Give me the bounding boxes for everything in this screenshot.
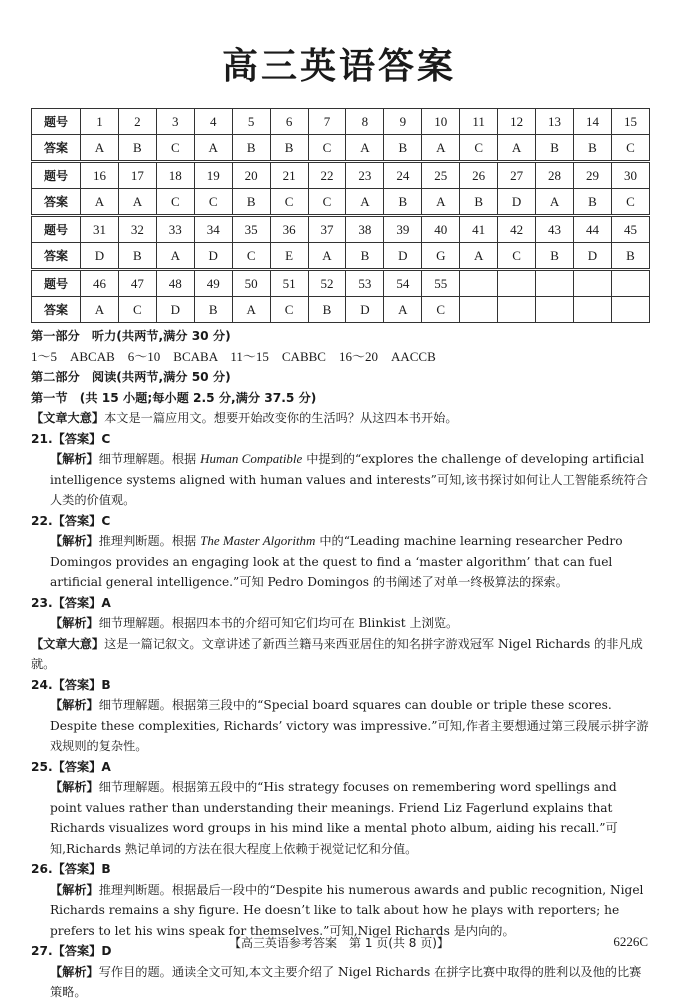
row-label: 题号 [32,109,81,135]
answer-cell: D [498,189,536,216]
question-number-cell: 7 [308,109,346,135]
question-number-cell: 53 [346,270,384,297]
question-number-cell: 19 [194,162,232,189]
question-number-cell: 42 [498,216,536,243]
question-number-cell: 47 [118,270,156,297]
question-number-cell: 51 [270,270,308,297]
question-number-row [32,109,650,135]
answer-cell: C [611,135,649,162]
question-number-cell [460,270,498,297]
answer-cell: C [156,135,194,162]
answer-cell [460,297,498,323]
question-number-cell: 5 [232,109,270,135]
answer-cell: B [308,297,346,323]
question-number-cell: 54 [384,270,422,297]
q21-answer: 21.【答案】C [31,431,111,446]
question-number-cell: 15 [611,109,649,135]
question-number-cell: 28 [536,162,574,189]
answer-cell: A [156,243,194,270]
document-code: 6226C [613,934,648,949]
answer-cell: D [81,243,119,270]
question-number-cell: 14 [573,109,611,135]
answer-cell: A [194,135,232,162]
question-number-cell: 40 [422,216,460,243]
question-number-cell: 50 [232,270,270,297]
q22-answer: 22.【答案】C [31,513,111,528]
row-label: 题号 [32,162,81,189]
answer-cell [498,297,536,323]
answer-cell: B [232,135,270,162]
answer-cell: C [270,297,308,323]
answer-cell [611,297,649,323]
row-label: 题号 [32,216,81,243]
q26-explanation: 【解析】推理判断题。根据最后一段中的“Despite his numerous awards and public recognition, Nigel Richards remains a shy figure. He doesn’t like to talk about how he plays with reporters; he prefers to let his wins speak for themselves.”可知,Nigel Richards 是内向的。 [50,882,644,938]
section-reading: 第二部分 阅读(共两节,满分 50 分) [31,370,231,384]
question-number-cell: 37 [308,216,346,243]
section-1-header: 第一节 (共 15 小题;每小题 2.5 分,满分 37.5 分) [31,390,317,405]
question-number-cell: 38 [346,216,384,243]
answer-cell: A [81,297,119,323]
answer-cell: A [460,243,498,270]
answer-cell: B [118,135,156,162]
answer-cell: B [118,243,156,270]
row-label: 答案 [32,189,81,216]
summary-1: 【文章大意】本文是一篇应用文。想要开始改变你的生活吗？从这四本书开始。 [31,411,458,425]
question-number-cell: 44 [573,216,611,243]
q24-explanation: 【解析】细节理解题。根据第三段中的“Special board squares can double or triple these scores. Despite these complexities, Richards’ victory was impressive.”可知,作者主要想通过第三段展示拼字游戏规则的复杂性。 [50,698,649,753]
row-label: 答案 [32,135,81,162]
answer-cell: A [422,189,460,216]
q21-explanation: 【解析】细节理解题。根据 Human Compatible 中提到的“explores the challenge of developing artificial intelligence systems aligned with human values and interests”可知,该书探讨如何让人工智能系统符合人类的价值观。 [50,451,648,507]
answer-cell: D [156,297,194,323]
question-number-cell: 2 [118,109,156,135]
answer-row [32,243,650,270]
answer-cell: B [270,135,308,162]
answer-cell: B [611,243,649,270]
answer-row [32,135,650,162]
question-number-cell: 55 [422,270,460,297]
question-number-cell: 45 [611,216,649,243]
section-listening: 第一部分 听力(共两节,满分 30 分) [31,329,231,343]
answer-cell: G [422,243,460,270]
question-number-cell: 17 [118,162,156,189]
question-number-row [32,270,650,297]
question-number-cell: 31 [81,216,119,243]
answer-cell: B [460,189,498,216]
answer-cell [536,297,574,323]
answer-cell: C [308,135,346,162]
answer-cell: B [346,243,384,270]
question-number-cell [573,270,611,297]
q25-explanation: 【解析】细节理解题。根据第五段中的“His strategy focuses on remembering word spellings and point values rather than understanding their meanings. Friend Liz Fagerlund explains that Richards visualizes word groups in his mind like a mental photo album, aiding his recall.”可知,Richards 熟记单词的方法在很大程度上依赖于视觉记忆和分值。 [50,780,618,856]
answer-cell: A [232,297,270,323]
answer-cell: B [573,135,611,162]
question-number-cell: 16 [81,162,119,189]
answer-row [32,297,650,323]
page-number: 【高三英语参考答案 第 1 页(共 8 页)】 [229,936,449,950]
q22-explanation: 【解析】推理判断题。根据 The Master Algorithm 中的“Leading machine learning researcher Pedro Domingos provides an engaging look at the quest to find a ‘master algorithm’ that can fuel artificial general intelligence.”可知 Pedro Domingos 的书阐述了对单一终极算法的探索。 [50,533,623,589]
q23-explanation: 【解析】细节理解题。根据四本书的介绍可知它们均可在 Blinkist 上浏览。 [50,616,459,630]
question-number-cell: 23 [346,162,384,189]
answer-cell: C [232,243,270,270]
answer-cell: D [573,243,611,270]
answer-cell: B [573,189,611,216]
question-number-cell: 27 [498,162,536,189]
question-number-cell [536,270,574,297]
q23-answer: 23.【答案】A [31,595,111,610]
question-number-cell: 4 [194,109,232,135]
page-title: 高三英语答案 [221,45,456,87]
answer-cell: C [194,189,232,216]
answer-cell: C [422,297,460,323]
question-number-cell: 36 [270,216,308,243]
question-number-cell: 22 [308,162,346,189]
question-number-cell: 41 [460,216,498,243]
answer-cell: C [611,189,649,216]
answer-cell: A [536,189,574,216]
answer-cell: A [384,297,422,323]
question-number-cell: 24 [384,162,422,189]
answer-cell: D [194,243,232,270]
q27-explanation: 【解析】写作目的题。通读全文可知,本文主要介绍了 Nigel Richards 在拼字比赛中取得的胜利以及他的比赛策略。 [50,964,642,999]
answer-cell: E [270,243,308,270]
q27-answer: 27.【答案】D [31,944,112,958]
question-number-cell: 32 [118,216,156,243]
listening-answers: 1～5 ABCAB 6～10 BCABA 11～15 CABBC 16～20 AACCB [31,348,436,364]
row-label: 答案 [32,243,81,270]
answer-cell: D [384,243,422,270]
q25-answer: 25.【答案】A [31,759,111,774]
question-number-cell: 34 [194,216,232,243]
answer-cell: C [308,189,346,216]
question-number-cell: 33 [156,216,194,243]
row-label: 答案 [32,297,81,323]
question-number-cell: 48 [156,270,194,297]
answer-body [31,326,651,1003]
question-number-cell: 9 [384,109,422,135]
question-number-cell: 43 [536,216,574,243]
answer-cell: A [308,243,346,270]
summary-2: 【文章大意】这是一篇记叙文。文章讲述了新西兰籍马来西亚居住的知名拼字游戏冠军 Nigel Richards 的非凡成就。 [31,636,643,671]
question-number-cell: 8 [346,109,384,135]
row-label: 题号 [32,270,81,297]
question-number-cell: 46 [81,270,119,297]
question-number-cell: 12 [498,109,536,135]
question-number-cell: 21 [270,162,308,189]
question-number-cell [498,270,536,297]
question-number-cell: 13 [536,109,574,135]
answer-cell: C [118,297,156,323]
answer-cell: D [346,297,384,323]
question-number-cell: 30 [611,162,649,189]
answer-cell: B [194,297,232,323]
answer-cell: B [536,243,574,270]
answer-cell: B [384,135,422,162]
question-number-cell [611,270,649,297]
answer-cell: C [270,189,308,216]
answer-cell: C [498,243,536,270]
question-number-cell: 20 [232,162,270,189]
question-number-cell: 29 [573,162,611,189]
answer-table [31,108,650,323]
question-number-cell: 18 [156,162,194,189]
question-number-cell: 1 [81,109,119,135]
answer-cell: C [156,189,194,216]
answer-cell: A [498,135,536,162]
question-number-cell: 6 [270,109,308,135]
question-number-cell: 3 [156,109,194,135]
answer-cell [573,297,611,323]
answer-row [32,189,650,216]
q24-answer: 24.【答案】B [31,677,111,692]
answer-cell: B [232,189,270,216]
answer-cell: B [536,135,574,162]
question-number-cell: 26 [460,162,498,189]
answer-cell: B [384,189,422,216]
question-number-cell: 10 [422,109,460,135]
answer-cell: C [460,135,498,162]
question-number-row [32,162,650,189]
question-number-cell: 39 [384,216,422,243]
question-number-row [32,216,650,243]
answer-cell: A [81,189,119,216]
answer-cell: A [346,135,384,162]
question-number-cell: 25 [422,162,460,189]
answer-cell: A [118,189,156,216]
answer-cell: A [422,135,460,162]
question-number-cell: 35 [232,216,270,243]
question-number-cell: 11 [460,109,498,135]
question-number-cell: 49 [194,270,232,297]
answer-cell: A [346,189,384,216]
question-number-cell: 52 [308,270,346,297]
answer-cell: A [81,135,119,162]
q26-answer: 26.【答案】B [31,862,111,876]
